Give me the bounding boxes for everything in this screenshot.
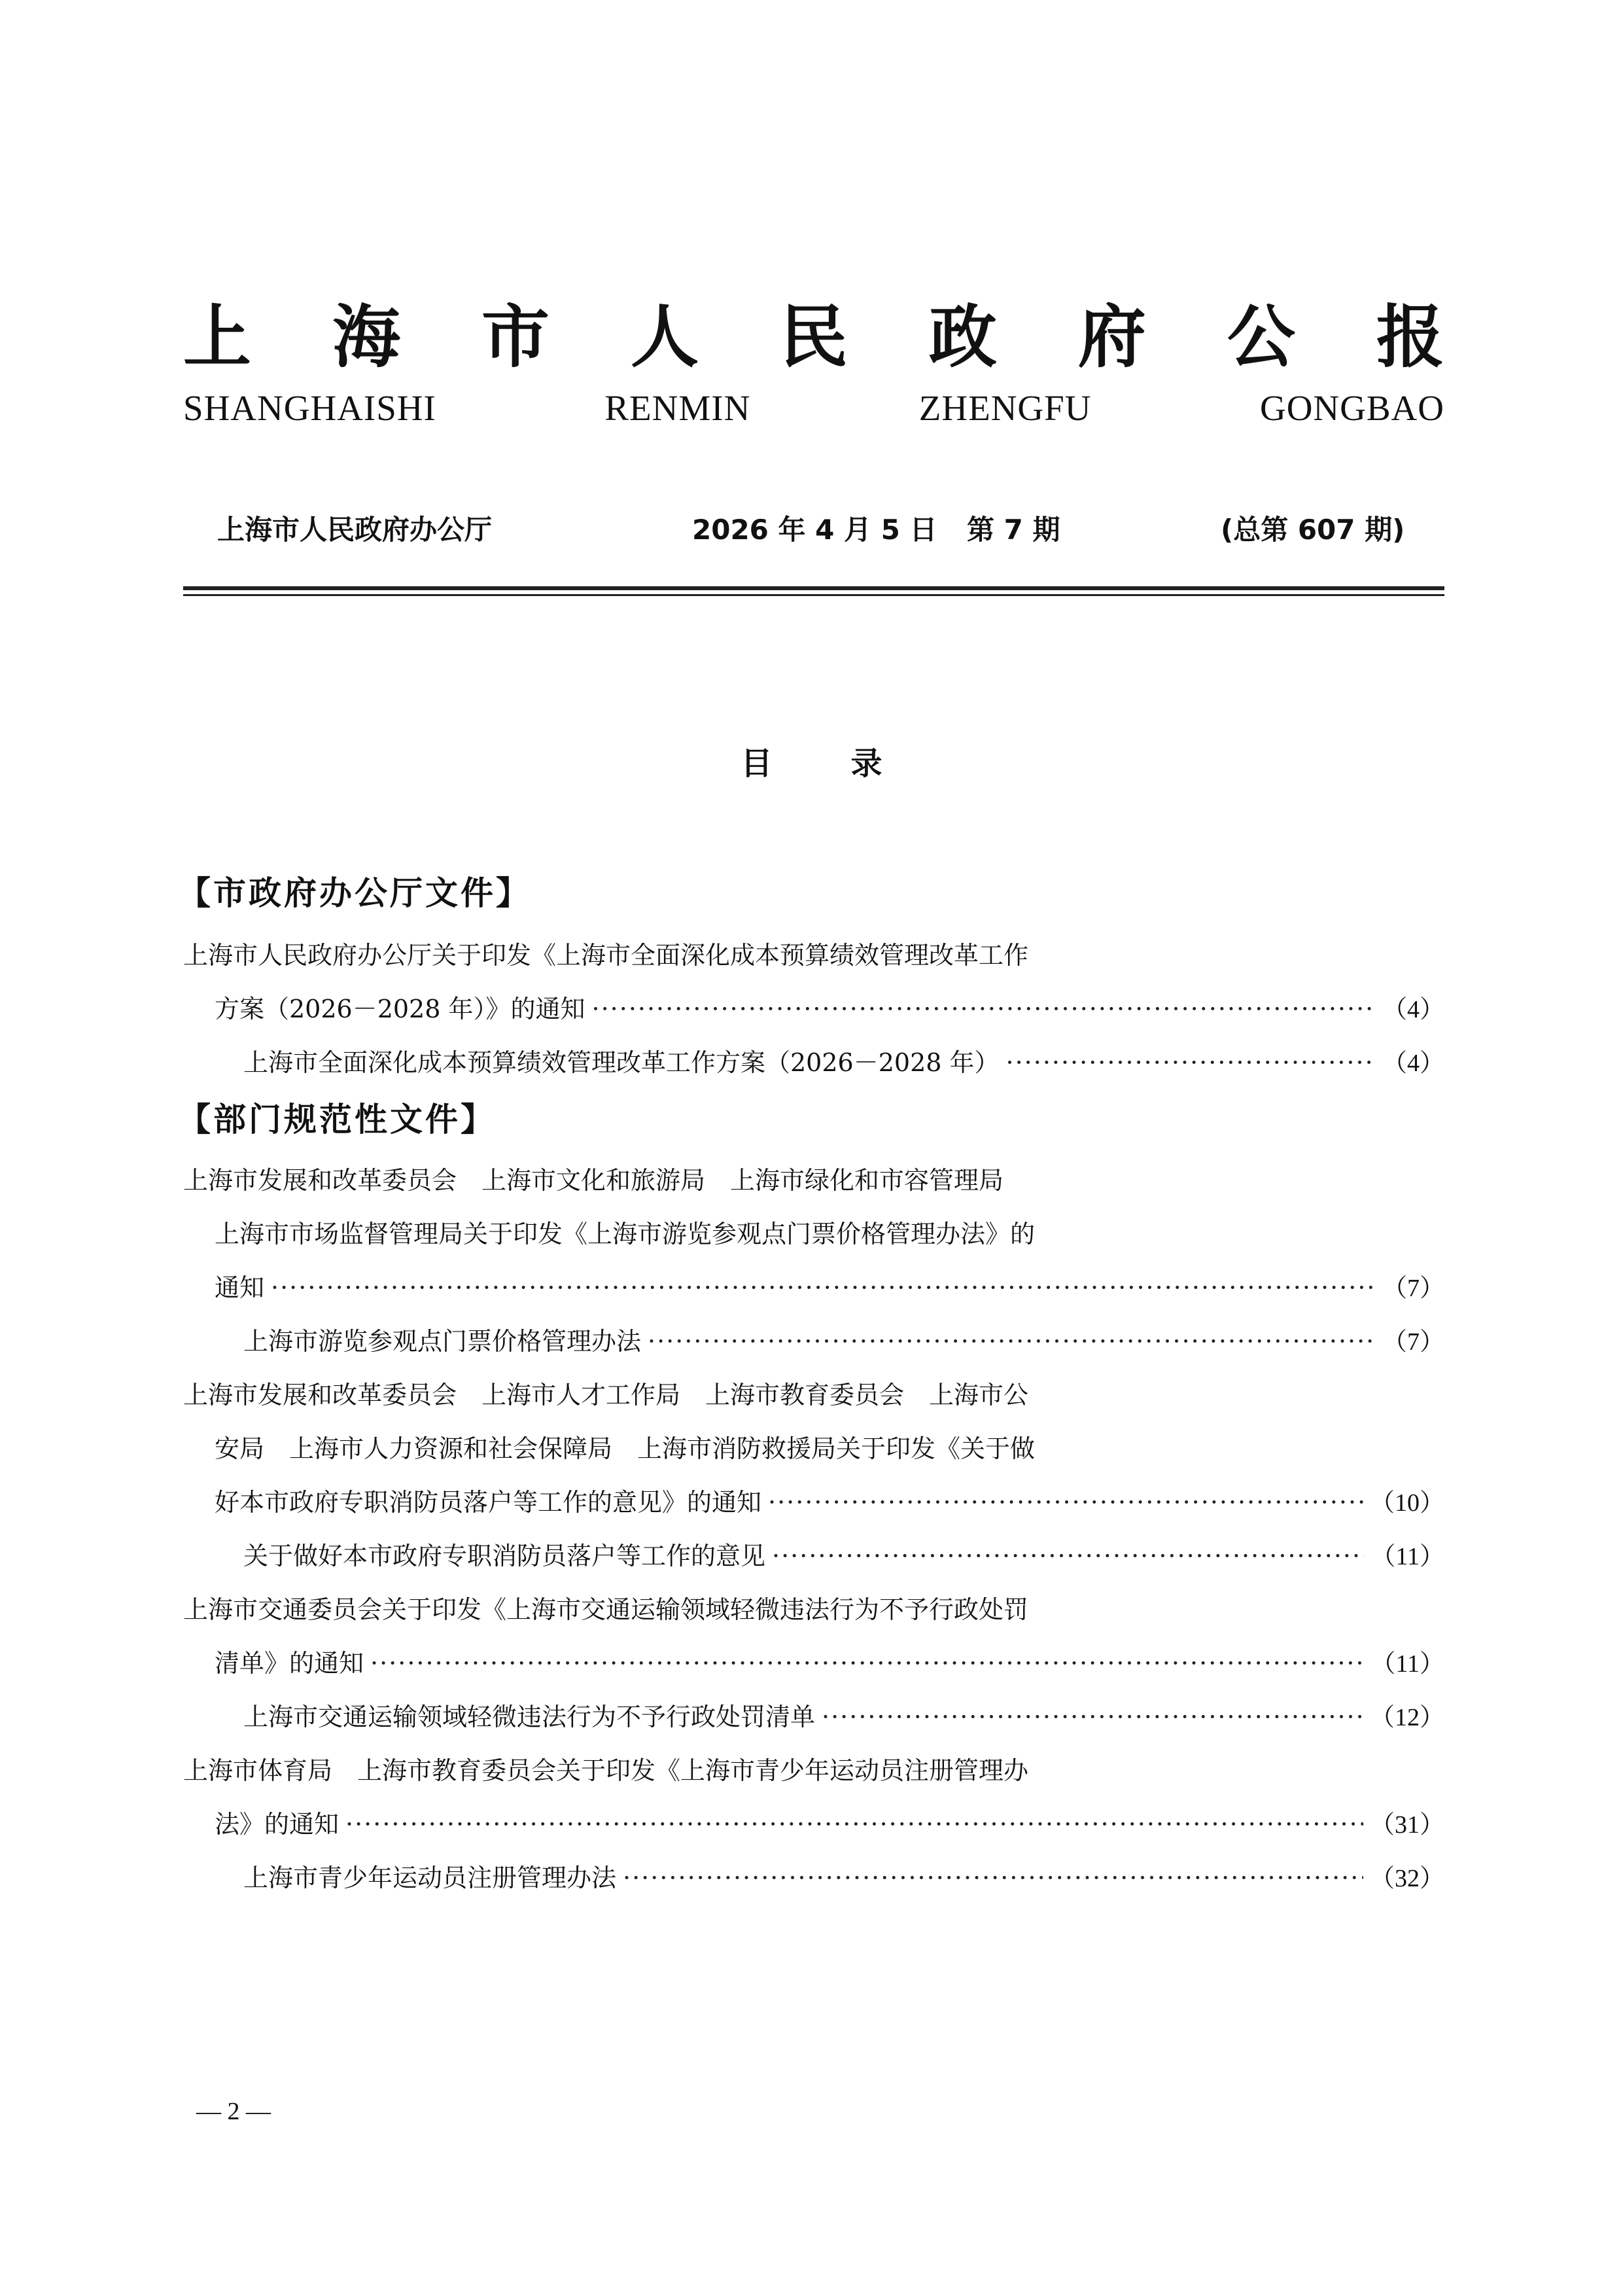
toc-entry-text: 清单》的通知 — [215, 1649, 364, 1678]
toc-page-number: （7） — [1382, 1328, 1444, 1356]
masthead-title — [183, 291, 1444, 383]
toc-entry-text: 法》的通知 — [215, 1810, 340, 1839]
title-char: 公 — [1227, 296, 1295, 377]
leader-dots — [648, 1319, 1376, 1364]
header-rule-thin — [183, 594, 1444, 596]
toc-entry-line: 上海市人民政府办公厅关于印发《上海市全面深化成本预算绩效管理改革工作 — [183, 941, 1029, 970]
pinyin-word: GONGBAO — [1259, 387, 1444, 428]
issue-number: 第 7 期 — [967, 514, 1060, 546]
toc-entry-text: 方案（2026－2028 年）》的通知 — [215, 995, 585, 1023]
toc-entry-line: 上海市发展和改革委员会 上海市人才工作局 上海市教育委员会 上海市公 — [183, 1381, 1029, 1409]
total-issue: (总第 607 期) — [1221, 514, 1405, 546]
toc-entry-line: 上海市体育局 上海市教育委员会关于印发《上海市青少年运动员注册管理办 — [183, 1756, 1029, 1785]
title-char: 报 — [1376, 296, 1444, 377]
toc-page-number: （10） — [1369, 1489, 1444, 1517]
leader-dots — [1006, 1040, 1376, 1085]
toc-subentry[interactable] — [243, 1856, 1444, 1900]
toc-page-number: （11） — [1370, 1650, 1444, 1678]
publisher: 上海市人民政府办公厅 — [217, 514, 493, 546]
pinyin-word: ZHENGFU — [918, 387, 1092, 428]
title-char: 府 — [1077, 296, 1146, 377]
leader-dots — [592, 987, 1376, 1031]
leader-dots — [370, 1641, 1364, 1686]
section-heading: 【市政府办公厅文件】 — [178, 874, 531, 912]
leader-dots — [768, 1480, 1363, 1525]
title-char: 海 — [332, 296, 400, 377]
issue-date: 2026 年 4 月 5 日 — [692, 514, 937, 546]
toc-entry-text: 上海市游览参观点门票价格管理办法 — [243, 1327, 642, 1356]
toc-page-number: （4） — [1382, 996, 1444, 1023]
toc-entry[interactable] — [215, 1480, 1444, 1525]
toc-entry[interactable] — [215, 1641, 1444, 1686]
title-char: 民 — [779, 296, 848, 377]
section-heading: 【部门规范性文件】 — [178, 1100, 496, 1139]
toc-entry-text: 通知 — [215, 1273, 265, 1302]
toc-entry-line: 上海市市场监督管理局关于印发《上海市游览参观点门票价格管理办法》的 — [215, 1220, 1036, 1248]
toc-entry-line: 上海市交通委员会关于印发《上海市交通运输领域轻微违法行为不予行政处罚 — [183, 1595, 1029, 1624]
toc-entry-line: 安局 上海市人力资源和社会保障局 上海市消防救援局关于印发《关于做 — [215, 1434, 1036, 1463]
toc-entry-text: 上海市青少年运动员注册管理办法 — [243, 1863, 617, 1892]
toc-entry-text: 好本市政府专职消防员落户等工作的意见》的通知 — [215, 1488, 762, 1517]
toc-subentry[interactable] — [243, 1319, 1444, 1364]
toc-entry-text: 上海市全面深化成本预算绩效管理改革工作方案（2026－2028 年） — [243, 1048, 1000, 1077]
leader-dots — [345, 1802, 1363, 1846]
toc-entry[interactable] — [215, 1265, 1444, 1310]
title-char: 政 — [928, 296, 997, 377]
toc-page-number: （31） — [1369, 1811, 1444, 1839]
pinyin-word: SHANGHAISHI — [183, 387, 436, 428]
page-number-footer: — 2 — — [196, 2098, 271, 2125]
toc-page-number: （4） — [1382, 1050, 1444, 1077]
toc-entry-text: 关于做好本市政府专职消防员落户等工作的意见 — [243, 1542, 766, 1570]
pinyin-word: RENMIN — [604, 387, 751, 428]
header-rule-thick — [183, 586, 1444, 590]
leader-dots — [271, 1265, 1376, 1310]
toc-page-number: （7） — [1382, 1275, 1444, 1302]
toc-subentry[interactable] — [243, 1695, 1444, 1739]
leader-dots — [772, 1534, 1364, 1578]
toc-entry-text: 上海市交通运输领域轻微违法行为不予行政处罚清单 — [243, 1703, 816, 1731]
leader-dots — [822, 1695, 1363, 1739]
toc-page-number: （12） — [1369, 1704, 1444, 1731]
leader-dots — [623, 1856, 1363, 1900]
title-char: 市 — [481, 296, 550, 377]
toc-entry[interactable] — [215, 987, 1444, 1031]
title-char: 人 — [630, 296, 699, 377]
toc-entry[interactable] — [215, 1802, 1444, 1846]
toc-subentry[interactable] — [243, 1040, 1444, 1085]
masthead-pinyin — [183, 385, 1444, 431]
toc-page-number: （11） — [1370, 1543, 1444, 1570]
toc-page-number: （32） — [1369, 1865, 1444, 1892]
toc-title: 目录 — [741, 745, 961, 782]
toc-entry-line: 上海市发展和改革委员会 上海市文化和旅游局 上海市绿化和市容管理局 — [183, 1166, 1004, 1195]
title-char: 上 — [183, 296, 252, 377]
toc-subentry[interactable] — [243, 1534, 1444, 1578]
